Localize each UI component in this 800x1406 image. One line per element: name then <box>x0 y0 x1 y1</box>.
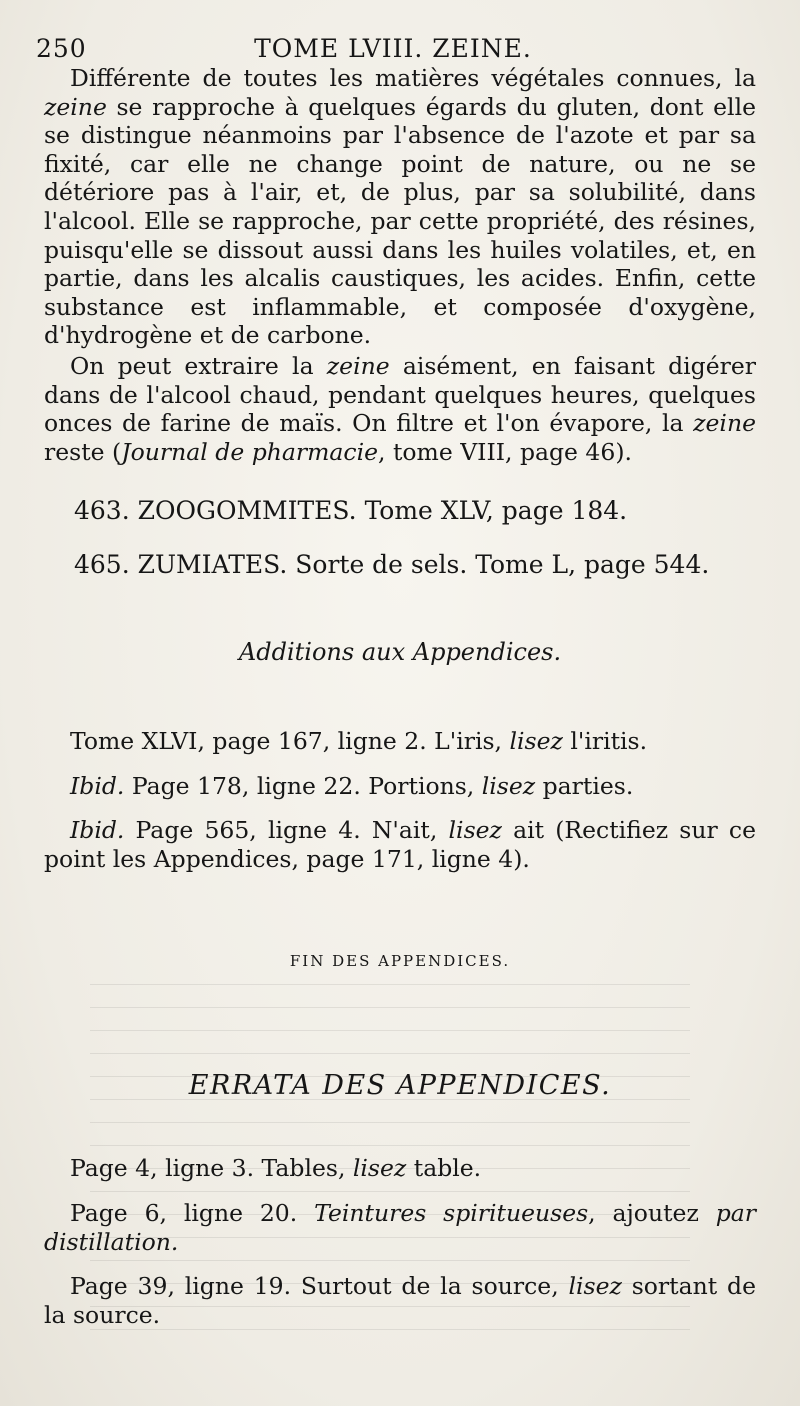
errata-ref: Page 39, ligne 19. Surtout de la source, <box>70 1272 569 1301</box>
errata-correction: sortant de la source. <box>44 1272 756 1329</box>
addition-item <box>44 727 756 756</box>
text-segment: On peut extraire la <box>70 351 327 380</box>
journal-citation: Journal de pharmacie <box>121 437 378 466</box>
lisez-word: lisez <box>481 771 536 800</box>
lisez-word: lisez <box>352 1154 407 1183</box>
lisez-word: lisez <box>509 726 563 755</box>
ibid-word: Ibid. <box>70 816 125 845</box>
addition-correction: l'iritis. <box>562 726 648 755</box>
addition-correction: parties. <box>535 771 634 800</box>
text-segment: se rapproche à quelques égards du gluten, dont elle se distingue néanmoins par l'absence de l'azote et par sa fixité, car elle ne change point de nature, ou ne se détériore pas à l'air, et, de plus, par sa solubilité, dans l'alcool. Elle se rapproche, par cette propriété, des résines, puisqu'elle se dissout aussi dans les huiles volatiles, et, en partie, dans les alcalis caustiques, les acides. Enfin, cette substance est inflammable, et composée d'oxygène, d'hydrogène et de carbone. <box>44 92 756 350</box>
errata-ref: Page 6, ligne 20. <box>70 1199 315 1228</box>
text-segment: aisément, en faisant digérer dans de l'alcool chaud, pendant quelques heures, quelques onces de farine de maïs. On filtre et l'on évapore, la <box>44 351 756 438</box>
addition-ref: Page 565, ligne 4. N'ait, <box>135 816 449 845</box>
text-segment: Différente de toutes les matières végétales connues, la <box>70 64 756 92</box>
errata-ref: Page 4, ligne 3. Tables, <box>70 1154 353 1183</box>
page-body <box>44 64 756 1345</box>
errata-list <box>44 1154 756 1329</box>
italic-term: zeine <box>326 351 390 380</box>
page-header <box>36 34 750 68</box>
errata-item <box>44 1199 756 1256</box>
text-segment: , tome VIII, page 46). <box>378 437 632 466</box>
paragraph-zeine-properties <box>44 64 756 350</box>
italic-term: zeine <box>44 92 107 121</box>
addition-ref: Page 178, ligne 22. Portions, <box>131 771 482 800</box>
addition-item <box>44 816 756 873</box>
entry-zumiates: 465. ZUMIATES. Sorte de sels. Tome L, page 544. <box>74 550 710 580</box>
running-title: TOME LVIII. ZEINE. <box>254 34 532 63</box>
italic-term: zeine <box>693 409 756 438</box>
addition-ref: Tome XLVI, page 167, ligne 2. L'iris, <box>70 726 510 755</box>
addition-item <box>44 772 756 801</box>
entry-zoogommites: 463. ZOOGOMMITES. Tome XLV, page 184. <box>74 496 628 526</box>
paragraph-zeine-extraction <box>44 352 756 466</box>
addition-correction: ait (Rectifiez sur ce point les Appendices, page 171, ligne 4). <box>44 816 756 873</box>
end-of-appendices: FIN DES APPENDICES. <box>289 952 511 971</box>
page-number: 250 <box>36 34 87 63</box>
errata-heading: ERRATA DES APPENDICES. <box>188 1069 612 1101</box>
errata-item <box>44 1272 756 1329</box>
italic-term: Teintures spiritueuses <box>314 1199 589 1228</box>
lisez-word: lisez <box>448 816 502 845</box>
errata-correction: , ajoutez <box>588 1199 716 1228</box>
errata-item <box>44 1154 756 1183</box>
text-segment: reste ( <box>44 437 122 466</box>
ibid-word: Ibid. <box>70 771 125 800</box>
italic-term: par distillation. <box>44 1199 756 1256</box>
additions-list <box>44 727 756 873</box>
additions-heading: Additions aux Appendices. <box>238 638 562 667</box>
lisez-word: lisez <box>568 1272 622 1301</box>
errata-correction: table. <box>406 1154 482 1183</box>
